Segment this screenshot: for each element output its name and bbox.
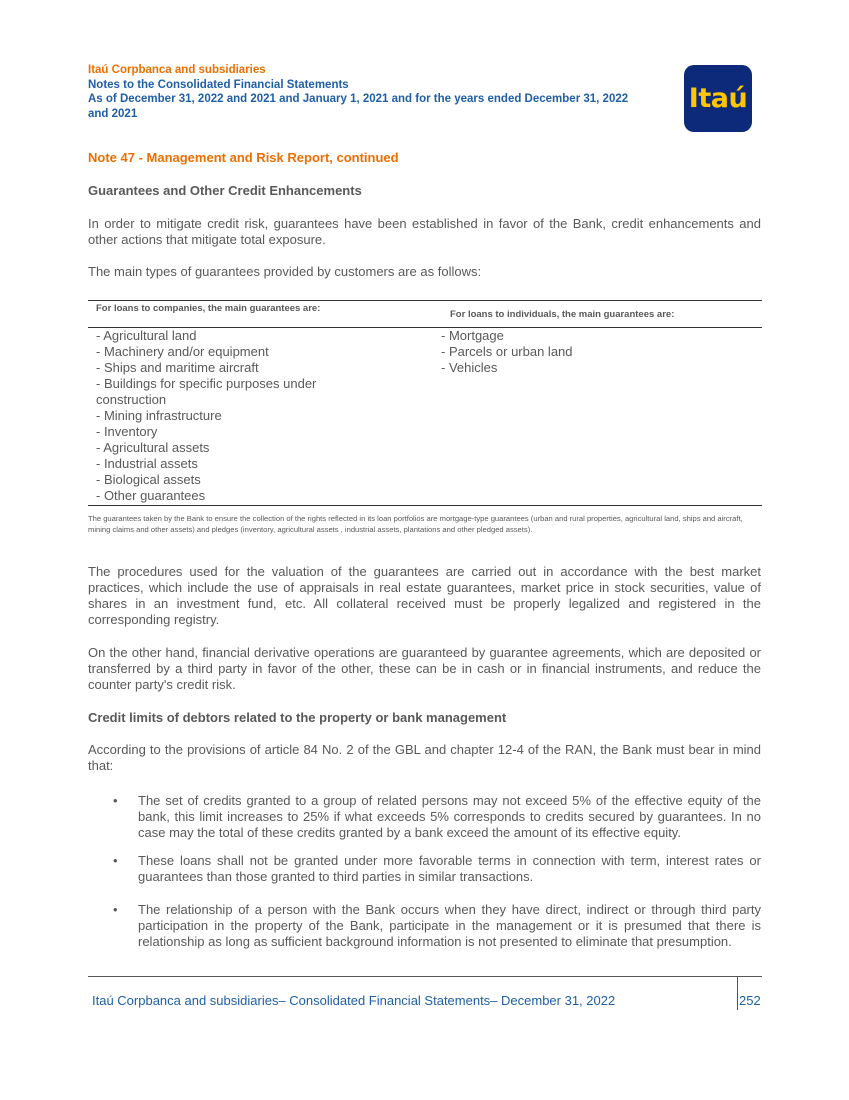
- bullet-symbol: •: [113, 793, 118, 808]
- list-item: - Vehicles: [441, 360, 498, 375]
- table-header-companies: For loans to companies, the main guarantees are:: [96, 303, 321, 314]
- list-item: construction: [96, 392, 167, 407]
- list-item: - Industrial assets: [96, 456, 198, 471]
- logo-text: Itaú: [688, 83, 748, 114]
- list-item: - Mining infrastructure: [96, 408, 222, 423]
- section-heading-guarantees: Guarantees and Other Credit Enhancements: [88, 183, 362, 198]
- table-bottom-rule: [88, 505, 762, 506]
- list-item: - Mortgage: [441, 328, 504, 343]
- footer-rule: [88, 976, 762, 977]
- period-line-2: and 2021: [88, 107, 138, 120]
- list-item: - Agricultural assets: [96, 440, 210, 455]
- page-number: 252: [739, 993, 761, 1008]
- table-footnote: The guarantees taken by the Bank to ensure the collection of the rights reflected in its loan portfolios are mortgage-type guarantees (urban and rural properties, agricultural land, ships and aircraft, mining claims and other assets) and pledges (inventory, agricultural assets , industrial assets, plantations and other pledged assets).: [88, 514, 743, 534]
- bullet-text-favorable-terms: These loans shall not be granted under more favorable terms in connection with term, interest rates or guarantees than those granted to third parties in similar transactions.: [138, 853, 761, 884]
- note-title: Note 47 - Management and Risk Report, continued: [88, 150, 399, 165]
- period-line-1: As of December 31, 2022 and 2021 and January 1, 2021 and for the years ended December 31, 2022: [88, 93, 629, 105]
- company-name: Itaú Corpbanca and subsidiaries: [88, 64, 266, 76]
- bullet-symbol: •: [113, 902, 118, 917]
- document-title: Notes to the Consolidated Financial Statements: [88, 78, 349, 91]
- itau-logo: [684, 65, 752, 132]
- paragraph-derivatives: On the other hand, financial derivative operations are guaranteed by guarantee agreements, which are deposited or transferred by a third party in favor of the other, these can be in cash or in financial instruments, and reduce the counter party's credit risk.: [88, 645, 761, 692]
- list-item: - Parcels or urban land: [441, 344, 573, 359]
- list-item: - Other guarantees: [96, 488, 206, 503]
- list-item: - Agricultural land: [96, 328, 197, 343]
- list-item: - Ships and maritime aircraft: [96, 360, 259, 375]
- footer-divider: [737, 976, 738, 1010]
- paragraph-valuation-procedures: The procedures used for the valuation of the guarantees are carried out in accordance with the best market practices, which include the use of appraisals in real estate guarantees, market price in stock securities, value of shares in an investment fund, etc. All collateral received must be properly legalized and registered in the corresponding registry.: [88, 564, 761, 627]
- paragraph-main-types: The main types of guarantees provided by customers are as follows:: [88, 264, 482, 279]
- bullet-text-related-persons: The set of credits granted to a group of related persons may not exceed 5% of the effective equity of the bank, this limit increases to 25% if what exceeds 5% corresponds to credits secured by guarantees. In no case may the total of these credits granted by a bank exceed the amount of its effective equity.: [138, 793, 761, 840]
- list-item: - Biological assets: [96, 472, 201, 487]
- document-header: [88, 63, 688, 121]
- footer-text: Itaú Corpbanca and subsidiaries– Consolidated Financial Statements– December 31, 2022: [92, 993, 616, 1008]
- individuals-guarantee-list: [441, 328, 573, 376]
- list-item: - Inventory: [96, 424, 158, 439]
- section-heading-credit-limits: Credit limits of debtors related to the property or bank management: [88, 710, 507, 725]
- table-header-individuals: For loans to individuals, the main guarantees are:: [450, 309, 675, 320]
- paragraph-credit-risk: In order to mitigate credit risk, guarantees have been established in favor of the Bank, credit enhancements and other actions that mitigate total exposure.: [88, 216, 761, 247]
- list-item: - Machinery and/or equipment: [96, 344, 269, 359]
- list-item: - Buildings for specific purposes under: [96, 376, 317, 391]
- paragraph-gbl-provisions: According to the provisions of article 84 No. 2 of the GBL and chapter 12-4 of the RAN, the Bank must bear in mind that:: [88, 742, 761, 773]
- bullet-symbol: •: [113, 853, 118, 868]
- table-top-rule: [88, 300, 762, 301]
- bullet-text-relationship: The relationship of a person with the Bank occurs when they have direct, indirect or through third party participation in the property of the Bank, participate in the management or it is presumed that there is relationship as long as sufficient background information is not presented to eliminate that presumption.: [138, 902, 761, 949]
- companies-guarantee-list: [96, 328, 316, 504]
